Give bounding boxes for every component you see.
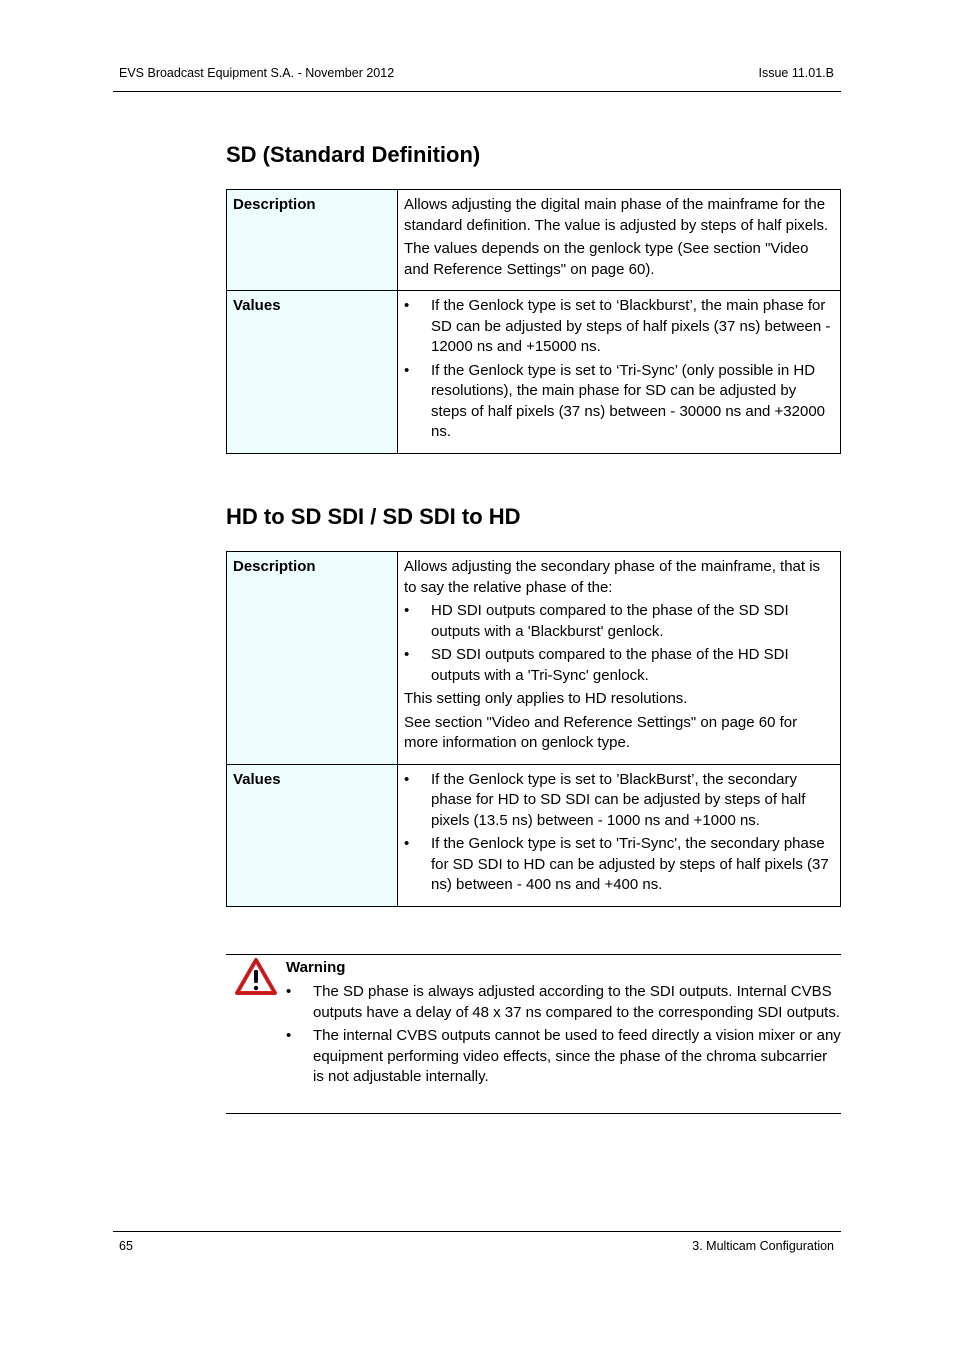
description-paragraph: See section "Video and Reference Settings" on page 60 for more information on genlock type.	[404, 713, 798, 751]
list-item	[404, 834, 834, 896]
bullet: •	[286, 1027, 292, 1044]
list-item	[286, 982, 842, 1023]
list-item	[286, 1026, 842, 1088]
description-label: Description	[227, 552, 398, 765]
bullet: •	[404, 646, 410, 663]
warning-box	[226, 954, 841, 1114]
description-paragraph: This setting only applies to HD resolutions.	[404, 690, 688, 707]
values-list	[404, 770, 834, 896]
list-item-text: HD SDI outputs compared to the phase of the SD SDI outputs with a 'Blackburst' genlock.	[431, 602, 789, 640]
description-paragraph: The values depends on the genlock type (See section "Video and Reference Settings" on page 60).	[404, 240, 809, 278]
table-row	[227, 552, 841, 765]
list-item	[404, 770, 834, 832]
bullet: •	[404, 602, 410, 619]
values-label: Values	[227, 291, 398, 454]
description-paragraph: Allows adjusting the secondary phase of the mainframe, that is to say the relative phase of the:	[404, 558, 821, 596]
description-cell	[398, 552, 841, 765]
bullet: •	[404, 835, 410, 852]
warning-title: Warning	[286, 959, 346, 976]
header-publisher: EVS Broadcast Equipment S.A. - November 2012	[119, 66, 395, 80]
sd-table	[226, 189, 841, 454]
values-cell	[398, 764, 841, 906]
description-cell	[398, 190, 841, 291]
values-list	[404, 296, 834, 443]
list-item-text: If the Genlock type is set to ‘Tri-Sync’ (only possible in HD resolutions), the main phase for SD can be adjusted by steps of half pixels (37 ns) between - 30000 ns and +32000 ns.	[431, 361, 826, 440]
description-paragraph: Allows adjusting the digital main phase of the mainframe for the standard definition. The value is adjusted by steps of half pixels.	[404, 196, 829, 234]
bullet: •	[404, 297, 410, 314]
bullet: •	[286, 983, 292, 1000]
table-row	[227, 291, 841, 454]
warning-list	[286, 982, 842, 1091]
list-item	[404, 296, 834, 358]
list-item-text: If the Genlock type is set to ‘Blackburst’, the main phase for SD can be adjusted by steps of half pixels (37 ns) between - 12000 ns and +15000 ns.	[431, 297, 831, 355]
bullet: •	[404, 770, 410, 788]
list-item-text: The internal CVBS outputs cannot be used to feed directly a vision mixer or any equipment performing video effects, since the phase of the chroma subcarrier is not adjustable internally.	[313, 1027, 841, 1085]
hd-table	[226, 551, 841, 907]
page-header	[113, 64, 841, 92]
values-cell	[398, 291, 841, 454]
page-number: 65	[119, 1239, 133, 1253]
chapter-title: 3. Multicam Configuration	[692, 1239, 834, 1253]
page-footer	[113, 1231, 841, 1253]
section-title-sd: SD (Standard Definition)	[226, 142, 481, 167]
description-label: Description	[227, 190, 398, 291]
warning-triangle-icon	[234, 957, 278, 997]
list-item	[404, 361, 834, 443]
header-issue: Issue 11.01.B	[758, 66, 834, 80]
table-row	[227, 764, 841, 906]
section-title-hd: HD to SD SDI / SD SDI to HD	[226, 504, 521, 529]
list-item-text: If the Genlock type is set to ’BlackBurst’, the secondary phase for HD to SD SDI can be adjusted by steps of half pixels (13.5 ns) between - 1000 ns and +1000 ns.	[431, 770, 806, 829]
list-item	[404, 645, 834, 686]
list-item	[404, 601, 834, 642]
list-item-text: The SD phase is always adjusted according to the SDI outputs. Internal CVBS outputs have a delay of 48 x 37 ns compared to the corresponding SDI outputs.	[313, 983, 840, 1021]
bullet: •	[404, 361, 410, 379]
description-list	[404, 601, 834, 686]
list-item-text: SD SDI outputs compared to the phase of the HD SDI outputs with a 'Tri-Sync' genlock.	[431, 646, 789, 684]
values-label: Values	[227, 764, 398, 906]
list-item-text: If the Genlock type is set to 'Tri-Sync', the secondary phase for SD SDI to HD can be adjusted by steps of half pixels (37 ns) between - 400 ns and +400 ns.	[431, 835, 829, 893]
table-row	[227, 190, 841, 291]
